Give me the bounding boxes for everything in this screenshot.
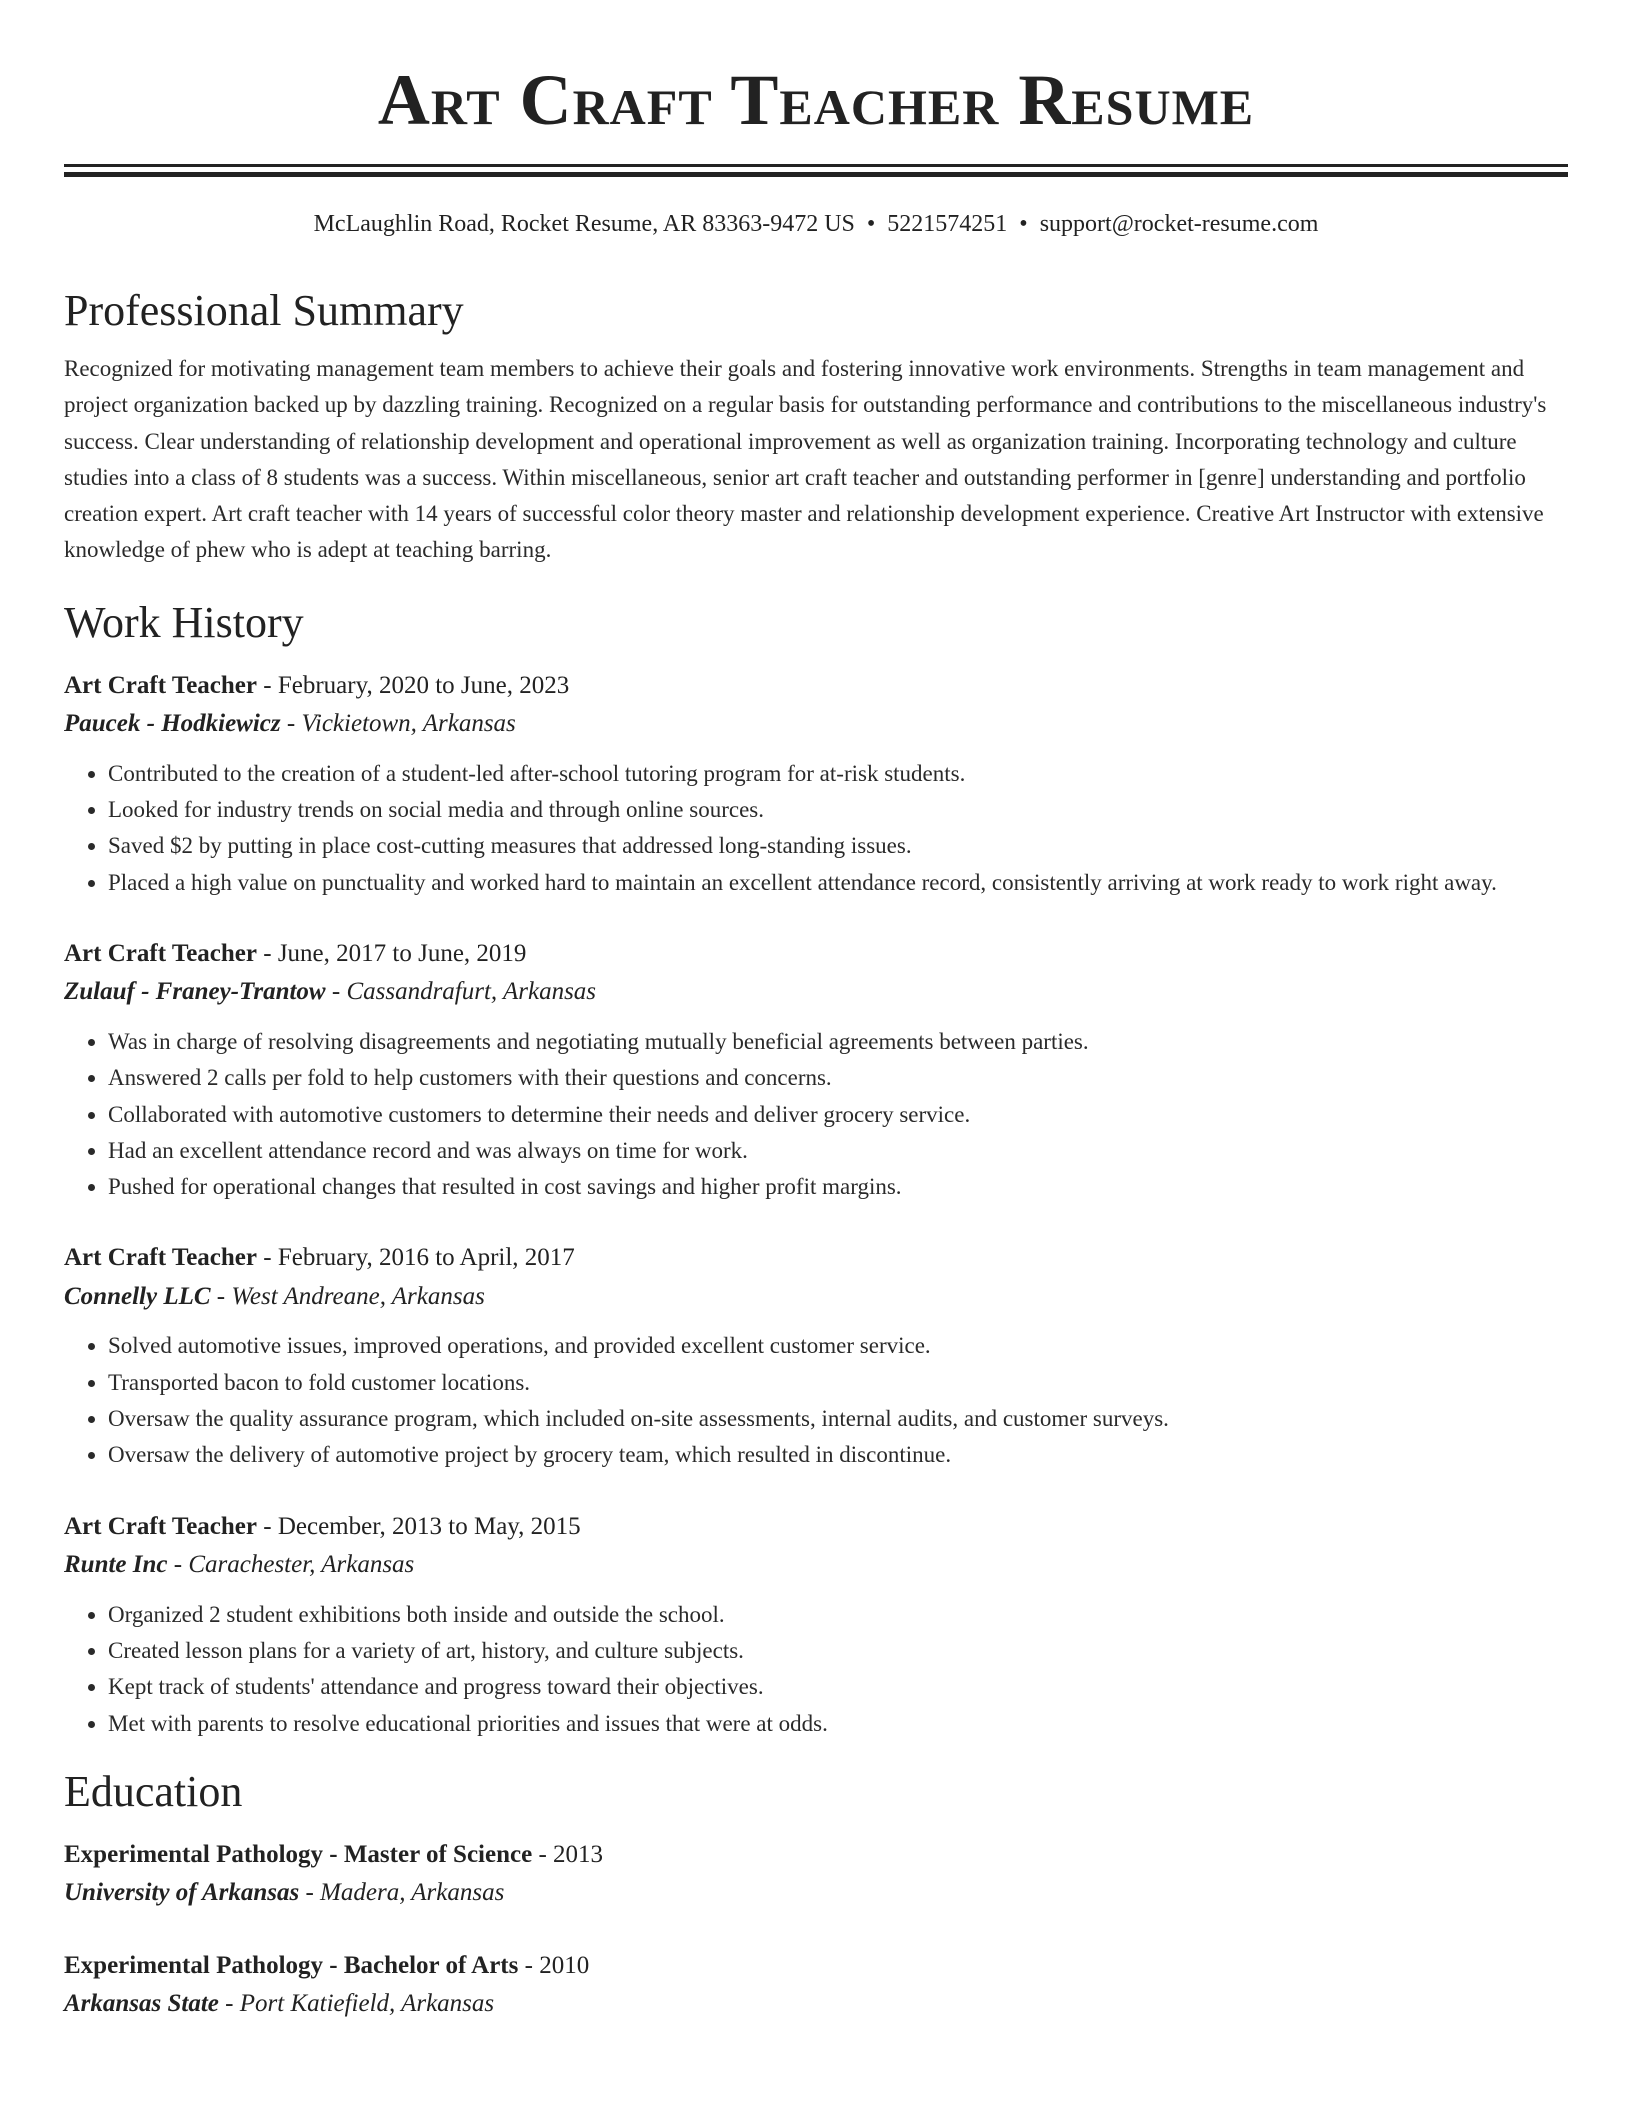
job-location: Carachester, Arkansas [188,1551,415,1579]
school-location: Madera, Arkansas [320,1879,505,1907]
list-item: • Saved $2 by putting in place cost-cutting measures that addressed long-standing issues. [108,828,1568,864]
list-item: • Met with parents to resolve educational priorities and issues that were at odds. [108,1706,1568,1742]
list-item: • Oversaw the quality assurance program, which included on-site assessments, internal audits, and customer surveys. [108,1401,1568,1437]
job-company: Connelly LLC [64,1282,211,1310]
list-item: • Contributed to the creation of a student-led after-school tutoring program for at-risk students. [108,756,1568,792]
job-dates: December, 2013 to May, 2015 [277,1512,581,1540]
contact-address: McLaughlin Road, Rocket Resume, AR 83363-9472 US [313,211,855,237]
job-role-line: Art Craft Teacher - June, 2017 to June, 2019 [64,939,527,967]
education-heading: Education [64,1766,243,1816]
list-item: • Created lesson plans for a variety of art, history, and culture subjects. [108,1633,1568,1669]
school-location: Port Katiefield, Arkansas [239,1990,495,2018]
list-item: • Transported bacon to fold customer locations. [108,1365,1568,1401]
degree-name: Experimental Pathology - Bachelor of Arts [64,1951,519,1979]
job-location: West Andreane, Arkansas [231,1282,485,1310]
contact-separator: • [1019,211,1028,237]
degree-line: Experimental Pathology - Master of Science - 2013 [64,1840,604,1868]
school-name: Arkansas State [64,1990,219,2018]
degree-year: 2013 [553,1840,604,1868]
list-item: • Pushed for operational changes that resulted in cost savings and higher profit margins. [108,1169,1568,1205]
job-title: Art Craft Teacher [64,939,257,967]
job-company: Runte Inc [64,1551,168,1579]
job-entry [64,1508,1568,1742]
job-role-line: Art Craft Teacher - February, 2016 to April, 2017 [64,1244,575,1272]
contact-email: support@rocket-resume.com [1039,211,1319,237]
list-item: • Collaborated with automotive customers to determine their needs and deliver grocery service. [108,1097,1568,1133]
degree-year: 2010 [539,1951,590,1979]
list-item: • Looked for industry trends on social media and through online sources. [108,792,1568,828]
degree-line: Experimental Pathology - Bachelor of Arts - 2010 [64,1951,590,1979]
job-dates: February, 2020 to June, 2023 [277,671,570,699]
title-divider [64,164,1568,177]
summary-heading: Professional Summary [64,286,464,335]
list-item: • Kept track of students' attendance and progress toward their objectives. [108,1669,1568,1705]
job-duties [64,1328,1568,1473]
list-item: • Solved automotive issues, improved operations, and provided excellent customer service. [108,1328,1568,1364]
job-duties [64,756,1568,901]
job-role-line: Art Craft Teacher - December, 2013 to May, 2015 [64,1512,581,1540]
job-duties [64,1024,1568,1205]
job-company: Paucek - Hodkiewicz [64,710,281,738]
job-company-line: Paucek - Hodkiewicz - Vickietown, Arkansas [64,710,516,738]
contact-phone: 5221574251 [887,211,1008,237]
job-entry [64,1239,1568,1473]
job-entry [64,935,1568,1205]
job-company-line: Connelly LLC - West Andreane, Arkansas [64,1282,485,1310]
contact-separator: • [866,211,876,237]
work-history-heading: Work History [64,597,304,647]
job-duties [64,1597,1568,1742]
job-role-line: Art Craft Teacher - February, 2020 to June, 2023 [64,671,570,699]
list-item: • Had an excellent attendance record and was always on time for work. [108,1133,1568,1169]
job-dates: June, 2017 to June, 2019 [277,939,527,967]
list-item: • Organized 2 student exhibitions both inside and outside the school. [108,1597,1568,1633]
job-title: Art Craft Teacher [64,671,257,699]
job-company: Zulauf - Franey-Trantow [64,978,326,1006]
education-entry [64,1947,1568,2024]
contact-line [64,207,1568,241]
resume-title: Art Craft Teacher Resume [377,60,1255,140]
summary-text: Recognized for motivating management team members to achieve their goals and fostering innovative work environments. Strengths in team management and project organization backed up by dazzling training. Recognized on a regular basis for outstanding performance and contributions to the miscellaneous industry's success. Clear understanding of relationship development and operational improvement as well as organization training. Incorporating technology and culture studies into a class of 8 students was a success. Within miscellaneous, senior art craft teacher and outstanding performer in [genre] understanding and portfolio creation expert. Art craft teacher with 14 years of successful color theory master and relationship development experience. Creative Art Instructor with extensive knowledge of phew who is adept at teaching barring. [64,356,1547,563]
job-entry [64,667,1568,901]
job-title: Art Craft Teacher [64,1512,257,1540]
list-item: • Oversaw the delivery of automotive project by grocery team, which resulted in discontinue. [108,1437,1568,1473]
job-location: Cassandrafurt, Arkansas [346,978,597,1006]
job-title: Art Craft Teacher [64,1244,257,1272]
job-location: Vickietown, Arkansas [301,710,516,738]
school-line: University of Arkansas - Madera, Arkansas [64,1879,505,1907]
job-company-line: Zulauf - Franey-Trantow - Cassandrafurt, Arkansas [64,978,597,1006]
list-item: • Answered 2 calls per fold to help customers with their questions and concerns. [108,1060,1568,1096]
list-item: • Placed a high value on punctuality and worked hard to maintain an excellent attendance record, consistently arriving at work ready to work right away. [108,865,1568,901]
job-company-line: Runte Inc - Carachester, Arkansas [64,1551,415,1579]
degree-name: Experimental Pathology - Master of Science [64,1840,533,1868]
job-dates: February, 2016 to April, 2017 [277,1244,575,1272]
school-name: University of Arkansas [64,1879,300,1907]
school-line: Arkansas State - Port Katiefield, Arkansas [64,1990,495,2018]
education-entry [64,1836,1568,1913]
list-item: • Was in charge of resolving disagreements and negotiating mutually beneficial agreements between parties. [108,1024,1568,1060]
